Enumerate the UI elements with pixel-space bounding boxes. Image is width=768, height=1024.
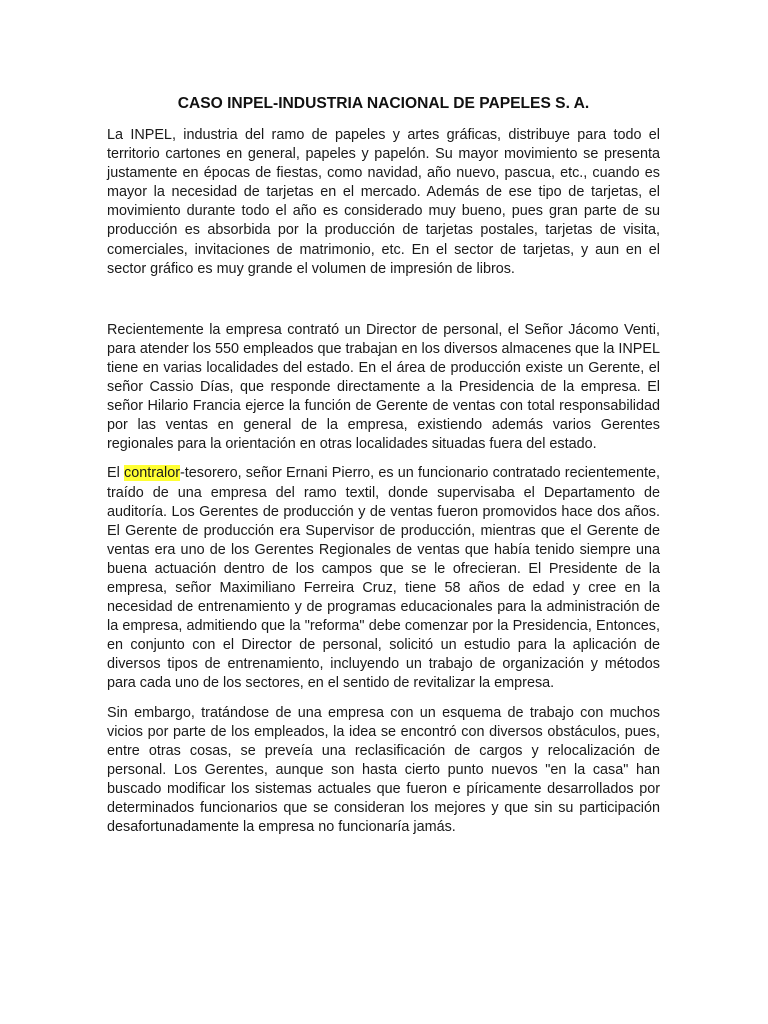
paragraph-personnel: Recientemente la empresa contrató un Director de personal, el Señor Jácomo Venti, para atender los 550 empleados que trabajan en los diversos almacenes que la INPEL tiene en varias localidades del estado. En el área de producción existe un Gerente, el señor Cassio Días, que responde directamente a la Presidencia de la empresa. El señor Hilario Francia ejerce la función de Gerente de ventas con total responsabilidad por las ventas en general de la empresa, existiendo además varios Gerentes regionales para la orientación en otras localidades situadas fuera del estado. <box>107 321 660 453</box>
paragraph-controller-start: El <box>107 465 124 482</box>
document-title: CASO INPEL-INDUSTRIA NACIONAL DE PAPELES S. A. <box>177 95 590 112</box>
highlighted-word: contralor <box>124 465 180 482</box>
paragraph-controller <box>107 464 660 693</box>
document-page <box>107 94 660 837</box>
paragraph-intro: La INPEL, industria del ramo de papeles y artes gráficas, distribuye para todo el territorio cartones en general, papeles y papelón. Su mayor movimiento se presenta justamente en épocas de fiestas, como navidad, año nuevo, pascua, etc., cuando es mayor la necesidad de tarjetas en el mercado. Además de ese tipo de tarjetas, el movimiento durante todo el año es considerado muy bueno, pues gran parte de su producción es absorbida por la producción de tarjetas postales, tarjetas de visita, comerciales, invitaciones de matrimonio, etc. En el sector de tarjetas, y aun en el sector gráfico es muy grande el volumen de impresión de libros. <box>107 127 660 277</box>
paragraph-controller-rest: -tesorero, señor Ernani Pierro, es un funcionario contratado recientemente, traído de una empresa del ramo textil, donde supervisaba el Departamento de auditoría. Los Gerentes de producción y de ventas fueron promovidos hace dos años. El Gerente de producción era Supervisor de producción, mientras que el Gerente de ventas era uno de los Gerentes Regionales de ventas que había tenido siempre una buena actuación dentro de los campos que se le ofrecieran. El Presidente de la empresa, señor Maximiliano Ferreira Cruz, tiene 58 años de edad y cree en la necesidad de entrenamiento y de programas educacionales para la administración de la empresa, admitiendo que la "reforma" debe comenzar por la Presidencia, Entonces, en conjunto con el Director de personal, solicitó un estudio para la aplicación de diversos tipos de entrenamiento, incluyendo un trabajo de organización y métodos para cada uno de los sectores, en el sentido de revitalizar la empresa. <box>107 465 660 692</box>
paragraph-obstacles: Sin embargo, tratándose de una empresa con un esquema de trabajo con muchos vicios por parte de los empleados, la idea se encontró con diversos obstáculos, pues, entre otras cosas, se preveía una reclasificación de cargos y relocalización de personal. Los Gerentes, aunque son hasta cierto punto nuevos "en la casa" han buscado modificar los sistemas actuales que fueron e píricamente desarrollados por determinados funcionarios que se consideran los mejores y que sin su participación desafortunadamente la empresa no funcionaría jamás. <box>107 704 660 836</box>
